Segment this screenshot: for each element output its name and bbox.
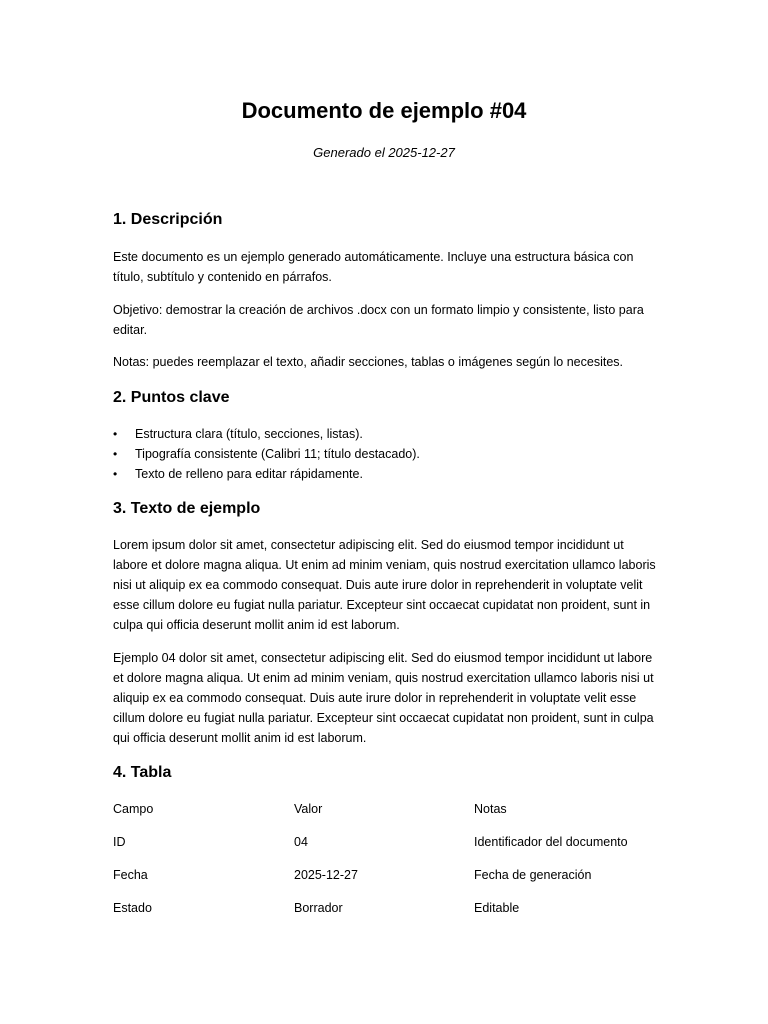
bullet-icon: • (113, 427, 118, 441)
table-cell: 2025-12-27 (294, 868, 358, 882)
list-item (113, 444, 658, 464)
data-table (113, 797, 658, 929)
table-header-cell: Campo (113, 802, 154, 816)
table-cell: Estado (113, 901, 152, 915)
bullet-list (113, 424, 658, 484)
list-item-text: Texto de relleno para editar rápidamente. (135, 467, 363, 481)
table-cell: Identificador del documento (474, 835, 628, 849)
paragraph-objetivo: Objetivo: demostrar la creación de archivos .docx con un formato limpio y consistente, listo para editar. (113, 303, 644, 337)
document-subtitle: Generado el 2025-12-27 (313, 145, 455, 160)
paragraph-ejemplo-04: Ejemplo 04 dolor sit amet, consectetur adipiscing elit. Sed do eiusmod tempor incididunt ut labore et dolore magna aliqua. Ut enim ad minim veniam, quis nostrud exercitation ullamco laboris nisi ut aliquip ex ea commodo consequat. Duis aute irure dolor in reprehenderit in voluptate velit esse cillum dolore eu fugiat nulla pariatur. Excepteur sint occaecat cupidatat non proident, sunt in culpa qui officia deserunt mollit anim id est laborum. (113, 651, 654, 745)
document-title: Documento de ejemplo #04 (241, 98, 527, 123)
table-cell: ID (113, 835, 126, 849)
bullet-icon: • (113, 447, 118, 461)
table-cell: Fecha de generación (474, 868, 592, 882)
paragraph-notas: Notas: puedes reemplazar el texto, añadir secciones, tablas o imágenes según lo necesites. (113, 355, 624, 369)
section-heading-tabla: 4. Tabla (113, 764, 172, 781)
table-header-row (113, 797, 658, 830)
paragraph-descripcion-1: Este documento es un ejemplo generado automáticamente. Incluye una estructura básica con título, subtítulo y contenido en párrafos. (113, 250, 634, 284)
list-item (113, 464, 658, 484)
list-item (113, 424, 658, 444)
table-row (113, 896, 658, 929)
table-cell: Borrador (294, 901, 343, 915)
section-heading-puntos-clave: 2. Puntos clave (113, 389, 230, 406)
table-row (113, 830, 658, 863)
paragraph-lorem-ipsum: Lorem ipsum dolor sit amet, consectetur adipiscing elit. Sed do eiusmod tempor incididunt ut labore et dolore magna aliqua. Ut enim ad minim veniam, quis nostrud exercitation ullamco laboris nisi ut aliquip ex ea commodo consequat. Duis aute irure dolor in reprehenderit in voluptate velit esse cillum dolore eu fugiat nulla pariatur. Excepteur sint occaecat cupidatat non proident, sunt in culpa qui officia deserunt mollit anim id est laborum. (113, 538, 656, 632)
section-heading-descripcion: 1. Descripción (113, 211, 223, 228)
table-cell: Fecha (113, 868, 148, 882)
bullet-icon: • (113, 467, 118, 481)
table-cell: Editable (474, 901, 520, 915)
table-cell: 04 (294, 835, 308, 849)
list-item-text: Tipografía consistente (Calibri 11; título destacado). (135, 447, 420, 461)
table-header-cell: Notas (474, 802, 507, 816)
section-heading-texto-de-ejemplo: 3. Texto de ejemplo (113, 500, 261, 517)
list-item-text: Estructura clara (título, secciones, listas). (135, 427, 363, 441)
table-header-cell: Valor (294, 802, 323, 816)
table-row (113, 863, 658, 896)
